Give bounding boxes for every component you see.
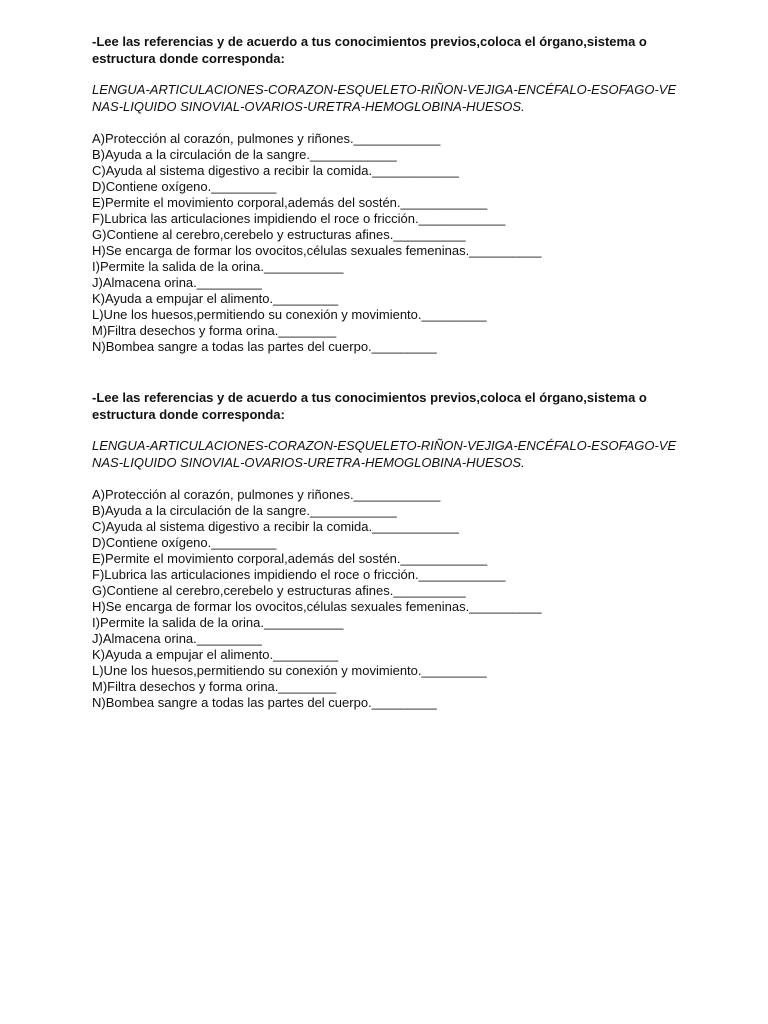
instructions-line-1: -Lee las referencias y de acuerdo a tus conocimientos previos,coloca el órgano,sistema o — [92, 390, 647, 405]
worksheet-2 — [92, 389, 692, 711]
question-item: I)Permite la salida de la orina.___________ — [92, 615, 344, 630]
question-item: K)Ayuda a empujar el alimento._________ — [92, 647, 339, 662]
question-item: M)Filtra desechos y forma orina.________ — [92, 679, 337, 694]
references-line-1: LENGUA-ARTICULACIONES-CORAZON-ESQUELETO-RIÑON-VEJIGA-ENCÉFALO-ESOFAGO-VE — [92, 438, 677, 453]
instructions — [92, 33, 692, 67]
instructions-line-2: estructura donde corresponda: — [92, 407, 285, 422]
question-item: C)Ayuda al sistema digestivo a recibir la comida.____________ — [92, 163, 459, 178]
question-item: F)Lubrica las articulaciones impidiendo el roce o fricción.____________ — [92, 567, 506, 582]
worksheet-1 — [92, 33, 692, 355]
question-item: A)Protección al corazón, pulmones y riñones.____________ — [92, 487, 441, 502]
question-list — [92, 131, 692, 355]
question-item: D)Contiene oxígeno._________ — [92, 535, 277, 550]
question-item: D)Contiene oxígeno._________ — [92, 179, 277, 194]
references-list — [92, 437, 682, 471]
question-item: H)Se encarga de formar los ovocitos,células sexuales femeninas.__________ — [92, 243, 542, 258]
question-list — [92, 487, 692, 711]
question-item: E)Permite el movimiento corporal,además del sostén.____________ — [92, 551, 488, 566]
question-item: A)Protección al corazón, pulmones y riñones.____________ — [92, 131, 441, 146]
question-item: G)Contiene al cerebro,cerebelo y estructuras afines.__________ — [92, 583, 466, 598]
instructions-line-1: -Lee las referencias y de acuerdo a tus conocimientos previos,coloca el órgano,sistema o — [92, 34, 647, 49]
references-line-1: LENGUA-ARTICULACIONES-CORAZON-ESQUELETO-RIÑON-VEJIGA-ENCÉFALO-ESOFAGO-VE — [92, 82, 677, 97]
question-item: E)Permite el movimiento corporal,además del sostén.____________ — [92, 195, 488, 210]
question-item: N)Bombea sangre a todas las partes del cuerpo._________ — [92, 339, 437, 354]
question-item: K)Ayuda a empujar el alimento._________ — [92, 291, 339, 306]
question-item: L)Une los huesos,permitiendo su conexión y movimiento._________ — [92, 663, 487, 678]
references-list — [92, 81, 682, 115]
question-item: B)Ayuda a la circulación de la sangre.____________ — [92, 147, 397, 162]
instructions-line-2: estructura donde corresponda: — [92, 51, 285, 66]
references-line-2: NAS-LIQUIDO SINOVIAL-OVARIOS-URETRA-HEMOGLOBINA-HUESOS. — [92, 99, 525, 114]
question-item: J)Almacena orina._________ — [92, 631, 262, 646]
question-item: C)Ayuda al sistema digestivo a recibir la comida.____________ — [92, 519, 459, 534]
question-item: F)Lubrica las articulaciones impidiendo el roce o fricción.____________ — [92, 211, 506, 226]
references-line-2: NAS-LIQUIDO SINOVIAL-OVARIOS-URETRA-HEMOGLOBINA-HUESOS. — [92, 455, 525, 470]
question-item: J)Almacena orina._________ — [92, 275, 262, 290]
question-item: N)Bombea sangre a todas las partes del cuerpo._________ — [92, 695, 437, 710]
instructions — [92, 389, 692, 423]
question-item: H)Se encarga de formar los ovocitos,células sexuales femeninas.__________ — [92, 599, 542, 614]
question-item: M)Filtra desechos y forma orina.________ — [92, 323, 337, 338]
question-item: G)Contiene al cerebro,cerebelo y estructuras afines.__________ — [92, 227, 466, 242]
question-item: L)Une los huesos,permitiendo su conexión y movimiento._________ — [92, 307, 487, 322]
question-item: I)Permite la salida de la orina.___________ — [92, 259, 344, 274]
question-item: B)Ayuda a la circulación de la sangre.____________ — [92, 503, 397, 518]
